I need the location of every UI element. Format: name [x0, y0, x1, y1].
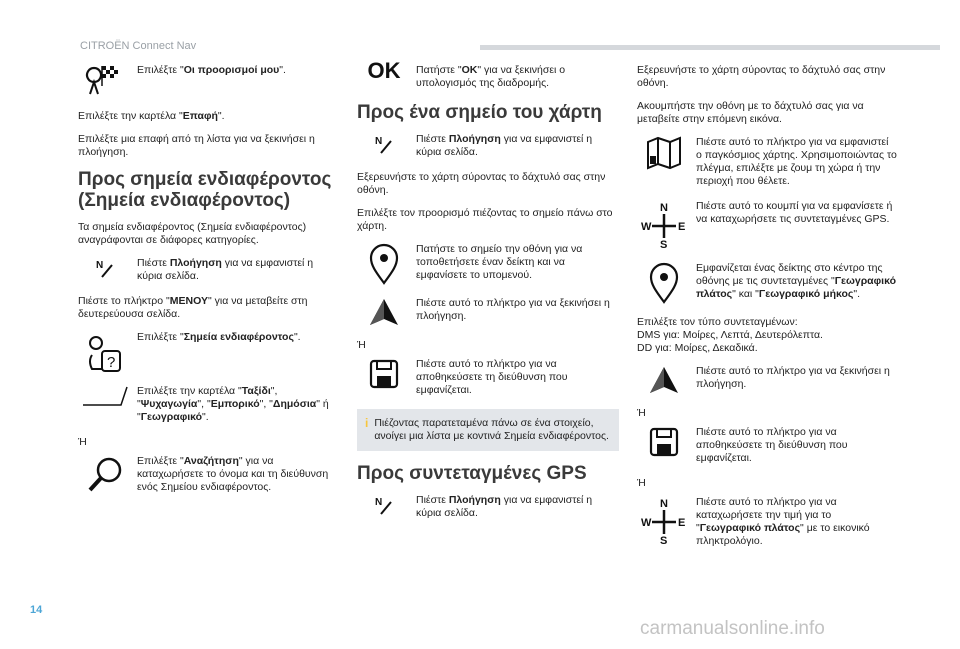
contact-select-text: Επιλέξτε μια επαφή από τη λίστα για να ξεκινήσει η πλοήγηση. [78, 133, 315, 158]
svg-text:N: N [375, 136, 383, 147]
flag-pin-icon [78, 64, 132, 98]
header-rule [480, 45, 940, 50]
or-text: Ή [637, 477, 646, 489]
step-text: Πιέστε αυτό το πλήκτρο για να αποθηκεύσετε τη διεύθυνση που εμφανίζεται. [416, 358, 568, 396]
step-text: Πιέστε αυτό το πλήκτρο για να ξεκινήσει η πλοήγηση. [696, 365, 890, 390]
svg-text:N: N [375, 497, 383, 508]
explore-map-text: Εξερευνήστε το χάρτη σύροντας το δάχτυλό σας στην οθόνη. [357, 171, 606, 196]
map-pin-icon [637, 262, 691, 304]
info-note-text: Πιέζοντας παρατεταμένα πάνω σε ένα στοιχείο, ανοίγει μια λίστα με κοντινά Σημεία ενδιαφέροντος. [374, 417, 609, 442]
destinations-step [78, 64, 336, 98]
page-number: 14 [30, 604, 43, 616]
svg-text:S: S [660, 239, 668, 250]
svg-text:W: W [641, 517, 652, 529]
step-text: Πιέστε Πλοήγηση για να εμφανιστεί η κύρια σελίδα. [137, 257, 314, 282]
save-icon [357, 358, 411, 390]
nav-step [78, 257, 336, 283]
svg-text:?: ? [107, 354, 116, 371]
search-icon [78, 455, 132, 495]
ok-icon: OK [367, 58, 401, 83]
or-text: Ή [78, 436, 87, 448]
start-step [637, 365, 897, 395]
contact-tab-text: Επιλέξτε την καρτέλα "Επαφή". [78, 110, 225, 122]
save-icon [637, 426, 691, 458]
category-tab-step [78, 385, 336, 424]
search-step [78, 455, 336, 495]
poi-select-step [78, 331, 336, 373]
column-3 [637, 64, 897, 560]
svg-text:S: S [660, 535, 668, 546]
explore-map-text: Εξερευνήστε το χάρτη σύροντας το δάχτυλό σας στην οθόνη. [637, 64, 886, 89]
poi-intro-text: Τα σημεία ενδιαφέροντος (Σημεία ενδιαφέροντος) αναγράφονται σε διάφορες κατηγορίες. [78, 221, 307, 246]
document-header: CITROËN Connect Nav [80, 40, 197, 52]
step-text: Πιέστε αυτό το πλήκτρο για να ξεκινήσει η πλοήγηση. [416, 297, 610, 322]
svg-text:N: N [96, 260, 104, 271]
nav-step [357, 133, 619, 159]
save-step [637, 426, 897, 465]
touch-screen-text: Ακουμπήστε την οθόνη με το δάχτυλό σας για να μεταβείτε στην επόμενη εικόνα. [637, 100, 864, 125]
step-text: Πατήστε "OK" για να ξεκινήσει ο υπολογισμός της διαδρομής. [416, 64, 566, 89]
info-icon: i [365, 416, 369, 430]
column-1 [78, 64, 336, 507]
ok-step [357, 58, 619, 90]
or-text: Ή [357, 339, 366, 351]
column-2 [357, 58, 619, 532]
step-text: Πιέστε αυτό το πλήκτρο για να αποθηκεύσετε τη διεύθυνση που εμφανίζεται. [696, 426, 848, 464]
step-text: Πιέστε αυτό το κουμπί για να εμφανίσετε ή να καταχωρήσετε τις συντεταγμένες GPS. [696, 200, 893, 225]
pin-step [637, 262, 897, 304]
select-destination-text: Επιλέξτε τον προορισμό πιέζοντας το σημείο πάνω στο χάρτη. [357, 207, 613, 232]
info-note [357, 409, 619, 451]
gps-heading: Προς συντεταγμένες GPS [357, 463, 587, 484]
watermark: carmanualsonline.info [640, 618, 825, 639]
coord-type-text: Επιλέξτε τον τύπο συντεταγμένων: DMS για: Μοίρες, Λεπτά, Δευτερόλεπτα. DD για: Μοίρες, Δεκαδικά. [637, 316, 823, 354]
poi-heading: Προς σημεία ενδιαφέροντος (Σημεία ενδιαφέροντος) [78, 169, 332, 211]
map-point-heading: Προς ένα σημείο του χάρτη [357, 102, 602, 123]
svg-text:W: W [641, 221, 652, 233]
svg-text:N: N [660, 202, 668, 214]
poi-question-icon [78, 331, 132, 373]
compass-icon [637, 200, 691, 250]
svg-text:N: N [660, 498, 668, 510]
step-text: Επιλέξτε την καρτέλα "Ταξίδι", "Ψυχαγωγία", "Εμπορικό", "Δημόσια" ή "Γεωγραφικό". [137, 385, 329, 423]
svg-text:E: E [678, 517, 686, 529]
map-pin-icon [357, 243, 411, 285]
navigation-icon [357, 494, 411, 516]
tab-slant-icon [78, 385, 132, 407]
save-step [357, 358, 619, 397]
step-text: Πατήστε το σημείο την οθόνη για να τοποθετήσετε έναν δείκτη και να εμφανίσετε το υπομενού. [416, 243, 583, 281]
or-text: Ή [637, 407, 646, 419]
step-text: Πιέστε Πλοήγηση για να εμφανιστεί η κύρια σελίδα. [416, 133, 593, 158]
start-step [357, 297, 619, 327]
step-text: Επιλέξτε "Αναζήτηση" για να καταχωρήσετε το όνομα και τη διεύθυνση ενός Σημείου ενδιαφέροντος. [137, 455, 329, 493]
step-text: Πιέστε αυτό το πλήκτρο για να καταχωρήσετε την τιμή για το "Γεωγραφικό πλάτος" με το εικονικό πληκτρολόγιο. [696, 496, 870, 547]
compass-icon [637, 496, 691, 546]
step-text: Πιέστε αυτό το πλήκτρο για να εμφανιστεί ο παγκόσμιος χάρτης. Χρησιμοποιώντας το πλέγμα, επιλέξτε με ζουμ τη χώρα ή την περιοχή που θέλετε. [696, 136, 897, 187]
navigate-arrow-icon [637, 365, 691, 395]
step-text: Εμφανίζεται ένας δείκτης στο κέντρο της οθόνης με τις συντεταγμένες "Γεωγραφικό πλάτος" και "Γεωγραφικό μήκος". [696, 262, 896, 300]
navigation-icon [357, 133, 411, 155]
nav-step [357, 494, 619, 520]
pin-step [357, 243, 619, 285]
step-text: Πιέστε Πλοήγηση για να εμφανιστεί η κύρια σελίδα. [416, 494, 593, 519]
svg-text:E: E [678, 221, 686, 233]
world-map-icon [637, 136, 691, 170]
step-text: Επιλέξτε "Σημεία ενδιαφέροντος". [137, 331, 301, 343]
latitude-step [637, 496, 897, 548]
navigation-icon [78, 257, 132, 279]
step-text: Επιλέξτε "Οι προορισμοί μου". [137, 64, 286, 76]
gps-step [637, 200, 897, 250]
menu-key-text: Πιέστε το πλήκτρο "ΜΕΝΟΥ" για να μεταβείτε στη δευτερεύουσα σελίδα. [78, 295, 308, 320]
navigate-arrow-icon [357, 297, 411, 327]
world-map-step [637, 136, 897, 188]
